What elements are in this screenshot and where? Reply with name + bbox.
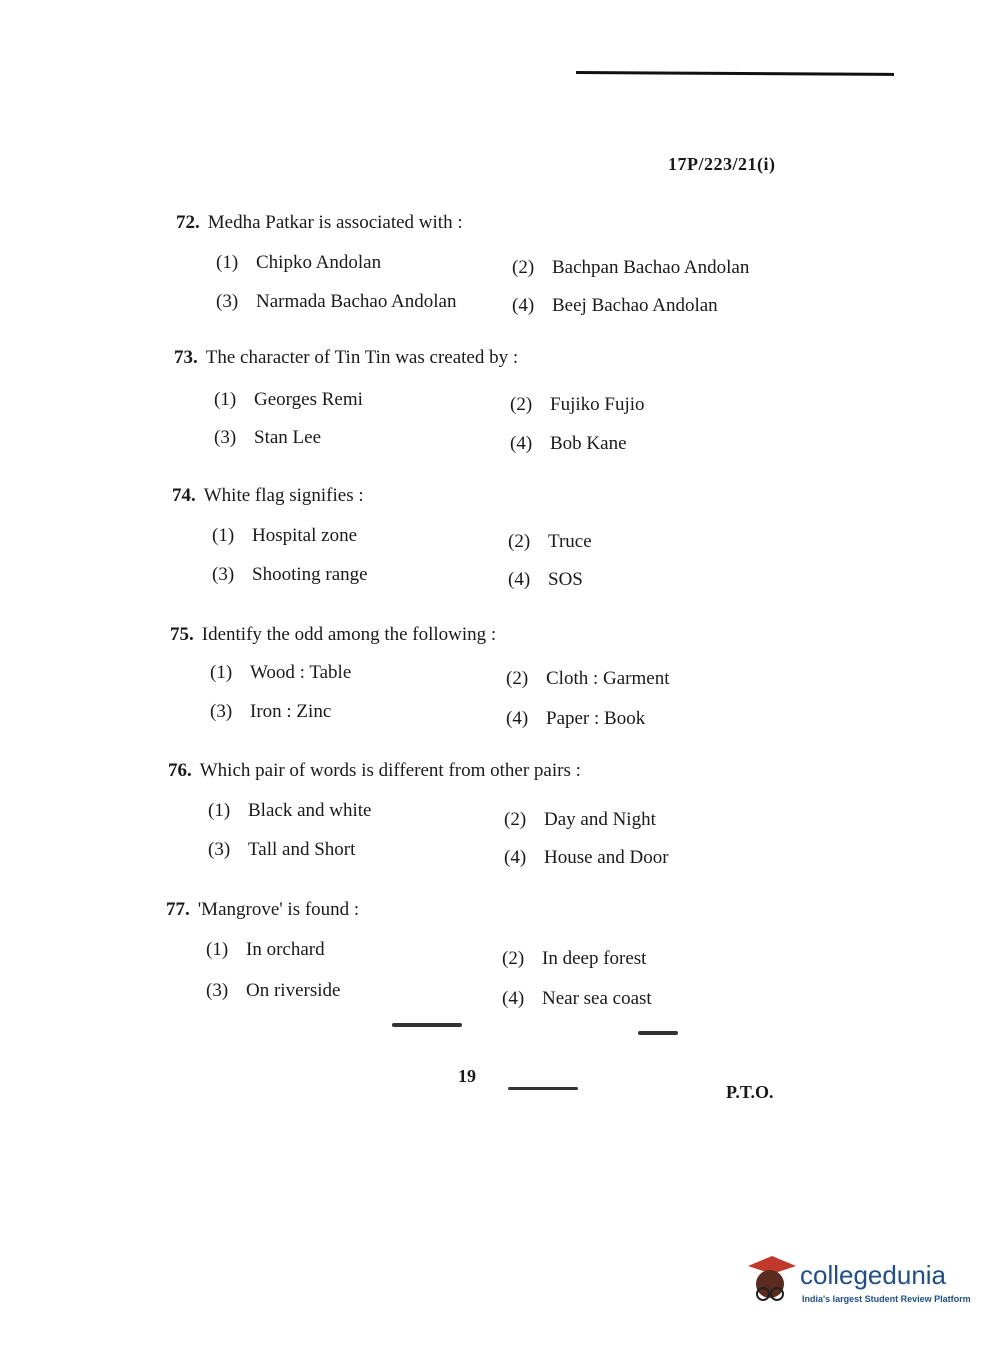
question-77	[0, 899, 1001, 1029]
question-stem	[174, 347, 518, 369]
option-text: Tall and Short	[248, 839, 356, 860]
option-number: (4)	[512, 295, 535, 316]
question-72	[0, 212, 1001, 342]
option-text: Hospital zone	[252, 525, 358, 546]
option-text: In deep forest	[542, 948, 647, 969]
option-text: Bob Kane	[550, 433, 627, 454]
option-text: Fujiko Fujio	[550, 394, 645, 415]
option-number: (4)	[506, 708, 529, 729]
question-text: The character of Tin Tin was created by :	[205, 347, 519, 368]
option-1	[208, 800, 371, 822]
scan-smudge	[508, 1087, 578, 1090]
option-2	[512, 257, 749, 279]
option-2	[506, 668, 669, 690]
option-number: (4)	[508, 569, 531, 590]
question-number: 75.	[170, 624, 194, 645]
option-3	[210, 701, 331, 723]
question-text: Which pair of words is different from other pairs :	[199, 760, 581, 781]
option-text: On riverside	[246, 980, 341, 1001]
option-3	[212, 564, 368, 586]
option-text: House and Door	[544, 847, 669, 868]
option-number: (4)	[510, 433, 533, 454]
question-text: 'Mangrove' is found :	[197, 899, 360, 920]
question-76	[0, 760, 1001, 890]
option-2	[504, 809, 656, 831]
page-number: 19	[458, 1066, 476, 1086]
option-text: Narmada Bachao Andolan	[256, 291, 457, 312]
question-stem	[176, 212, 463, 234]
option-4	[504, 847, 669, 869]
option-number: (1)	[216, 252, 239, 273]
question-stem	[166, 899, 359, 921]
question-text: Identify the odd among the following :	[201, 624, 497, 645]
option-number: (3)	[212, 564, 235, 585]
option-text: Iron : Zinc	[250, 701, 332, 722]
option-number: (4)	[502, 988, 525, 1009]
collegedunia-logo	[742, 1252, 972, 1314]
option-3	[206, 980, 340, 1002]
option-number: (2)	[506, 668, 529, 689]
option-2	[502, 948, 646, 970]
option-1	[212, 525, 357, 547]
logo-name: collegedunia	[800, 1260, 947, 1290]
question-number: 77.	[166, 899, 190, 920]
option-number: (1)	[212, 525, 235, 546]
question-stem	[170, 624, 496, 646]
option-3	[216, 291, 456, 313]
option-number: (2)	[512, 257, 535, 278]
option-text: Paper : Book	[546, 708, 646, 729]
question-number: 76.	[168, 760, 192, 781]
question-stem	[168, 760, 581, 782]
option-2	[508, 531, 592, 553]
option-4	[502, 988, 652, 1010]
option-number: (3)	[214, 427, 237, 448]
paper-code: 17P/223/21(i)	[668, 154, 776, 174]
option-text: Cloth : Garment	[546, 668, 670, 689]
option-3	[214, 427, 321, 449]
option-text: Truce	[548, 531, 592, 552]
option-text: Wood : Table	[250, 662, 352, 683]
question-73	[0, 347, 1001, 477]
option-2	[510, 394, 645, 416]
option-text: SOS	[548, 569, 583, 590]
option-number: (2)	[504, 809, 527, 830]
option-number: (1)	[206, 939, 229, 960]
option-number: (3)	[210, 701, 233, 722]
option-1	[214, 389, 363, 411]
question-number: 72.	[176, 212, 200, 233]
option-text: Chipko Andolan	[256, 252, 382, 273]
option-number: (2)	[502, 948, 525, 969]
option-3	[208, 839, 355, 861]
question-stem	[172, 485, 364, 507]
option-4	[512, 295, 718, 317]
pto-label: P.T.O.	[726, 1082, 774, 1102]
option-number: (1)	[208, 800, 231, 821]
option-1	[210, 662, 351, 684]
option-text: Bachpan Bachao Andolan	[552, 257, 750, 278]
option-number: (2)	[508, 531, 531, 552]
option-text: Georges Remi	[254, 389, 363, 410]
question-number: 74.	[172, 485, 196, 506]
option-1	[206, 939, 325, 961]
option-text: Shooting range	[252, 564, 368, 585]
option-number: (2)	[510, 394, 533, 415]
question-74	[0, 485, 1001, 615]
option-number: (4)	[504, 847, 527, 868]
top-rule	[576, 71, 894, 76]
option-4	[510, 433, 627, 455]
option-4	[508, 569, 583, 591]
question-75	[0, 624, 1001, 754]
scan-smudge	[392, 1023, 462, 1027]
option-text: In orchard	[246, 939, 325, 960]
logo-mascot-icon	[742, 1252, 800, 1310]
scan-smudge	[638, 1031, 678, 1035]
option-number: (3)	[208, 839, 231, 860]
option-number: (3)	[216, 291, 239, 312]
option-text: Beej Bachao Andolan	[552, 295, 718, 316]
option-1	[216, 252, 381, 274]
question-number: 73.	[174, 347, 198, 368]
question-text: Medha Patkar is associated with :	[207, 212, 463, 233]
question-text: White flag signifies :	[203, 485, 364, 506]
option-number: (1)	[210, 662, 233, 683]
option-text: Near sea coast	[542, 988, 652, 1009]
option-number: (1)	[214, 389, 237, 410]
option-text: Black and white	[248, 800, 372, 821]
option-text: Day and Night	[544, 809, 656, 830]
option-text: Stan Lee	[254, 427, 322, 448]
option-4	[506, 708, 645, 730]
option-number: (3)	[206, 980, 229, 1001]
logo-tagline: India's largest Student Review Platform	[802, 1294, 971, 1304]
